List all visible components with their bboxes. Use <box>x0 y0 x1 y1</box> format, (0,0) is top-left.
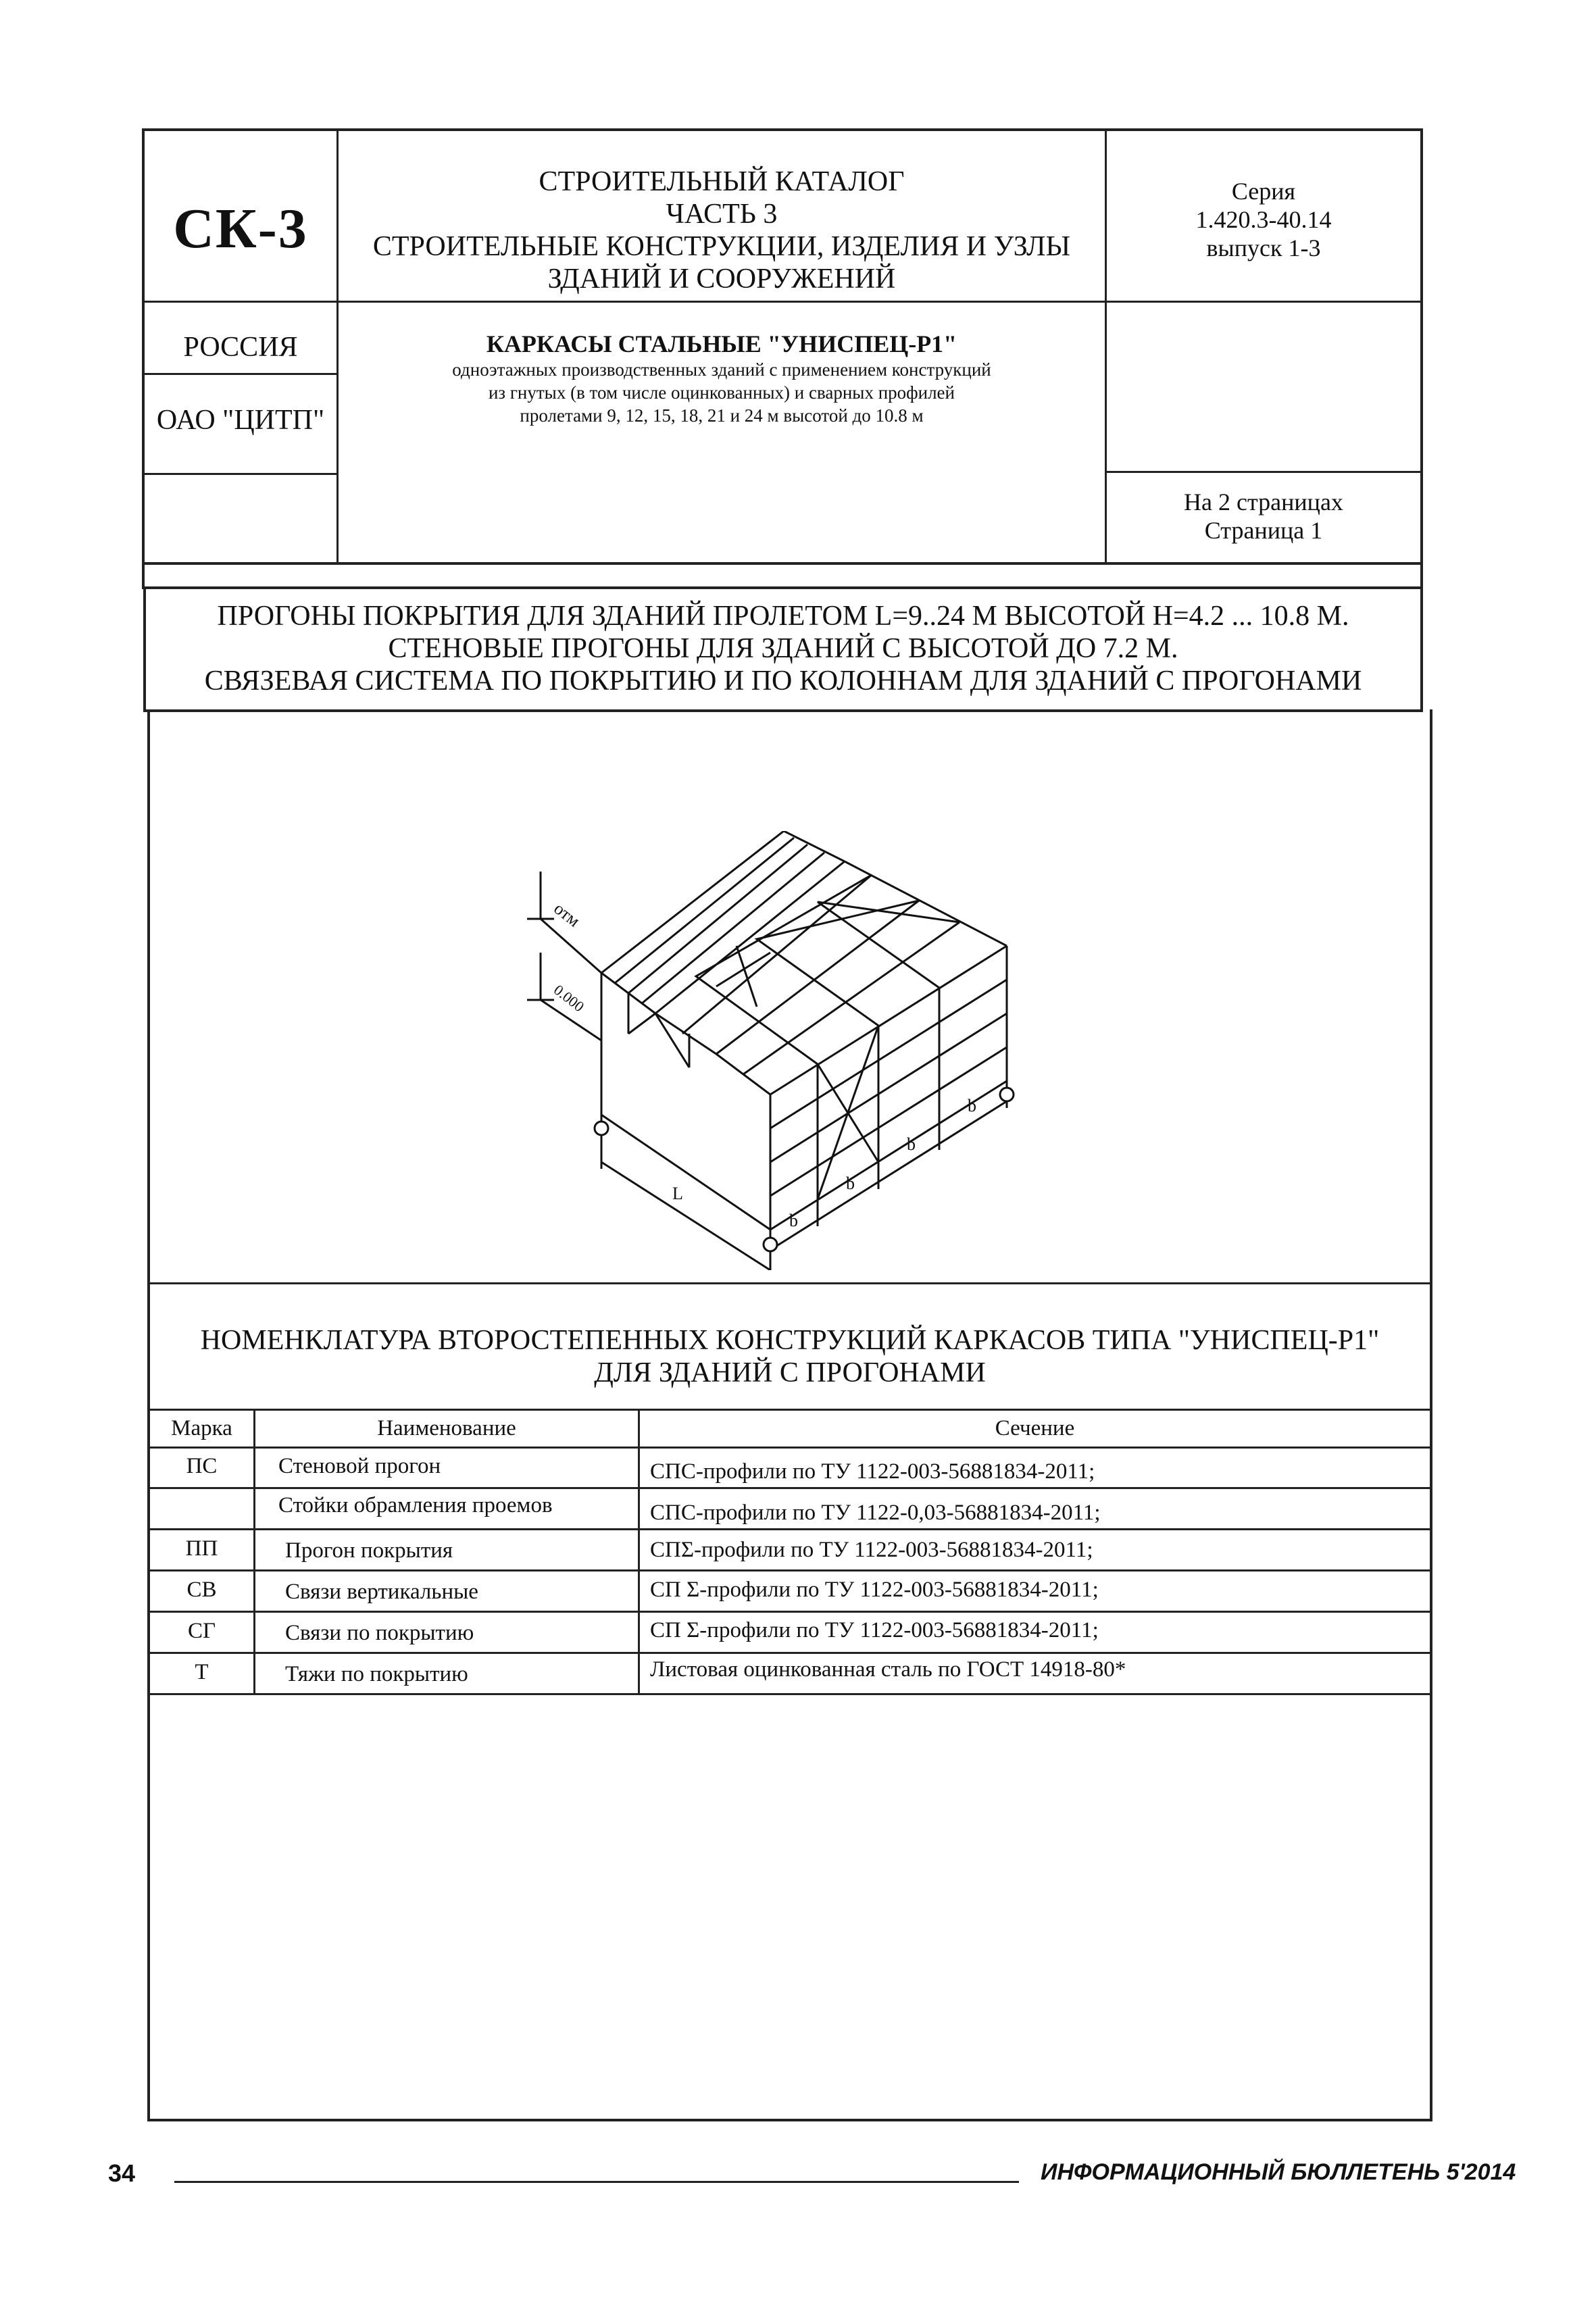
table-cell-mark: СВ <box>186 1578 217 1602</box>
axis-marker-icon <box>764 1238 777 1251</box>
frame-drawing <box>514 831 1027 1270</box>
axis-marker-icon <box>595 1122 608 1135</box>
gable-strut <box>655 1013 689 1067</box>
bulletin-name: ИНФОРМАЦИОННЫЙ БЮЛЛЕТЕНЬ 5'2014 <box>1041 2159 1516 2185</box>
table-cell-name: Связи по покрытию <box>285 1621 474 1645</box>
section-title-line: СВЯЗЕВАЯ СИСТЕМА ПО ПОКРЫТИЮ И ПО КОЛОННАМ ДЛЯ ЗДАНИЙ С ПРОГОНАМИ <box>204 665 1362 697</box>
pages-total: На 2 страницах <box>1184 488 1343 515</box>
table-cell-name: Стеновой прогон <box>278 1454 441 1478</box>
table-cell-section: СПС-профили по ТУ 1122-0,03-56881834-2011; <box>650 1501 1101 1525</box>
girt-line <box>770 1047 1007 1196</box>
far-roof-slope <box>845 861 1007 946</box>
label-span: L <box>672 1184 683 1203</box>
nomenclature-title-line: НОМЕНКЛАТУРА ВТОРОСТЕПЕННЫХ КОНСТРУКЦИЙ КАРКАСОВ ТИПА "УНИСПЕЦ-Р1" <box>200 1325 1380 1356</box>
product-desc-line: пролетами 9, 12, 15, 18, 21 и 24 м высотой до 10.8 м <box>520 405 924 426</box>
label-bay: b <box>846 1174 855 1193</box>
purlin-line <box>615 838 794 983</box>
table-cell-section: СПС-профили по ТУ 1122-003-56881834-2011; <box>650 1459 1095 1484</box>
eave-far <box>770 946 1007 1095</box>
section-title-line: ПРОГОНЫ ПОКРЫТИЯ ДЛЯ ЗДАНИЙ ПРОЛЕТОМ L=9..24 М ВЫСОТОЙ Н=4.2 ... 10.8 М. <box>217 601 1349 632</box>
catalog-title-line: СТРОИТЕЛЬНЫЙ КАТАЛОГ <box>539 166 905 197</box>
gable-strut <box>628 1013 655 1034</box>
table-cell-section: СПΣ-профили по ТУ 1122-003-56881834-2011; <box>650 1538 1093 1562</box>
catalog-title-line: ЗДАНИЙ И СООРУЖЕНИЙ <box>547 263 896 295</box>
table-header-mark: Марка <box>171 1416 232 1440</box>
table-cell-name: Тяжи по покрытию <box>285 1662 468 1686</box>
table-cell-section: Листовая оцинкованная сталь по ГОСТ 14918-80* <box>650 1657 1126 1682</box>
table-cell-section: СП Σ-профили по ТУ 1122-003-56881834-2011; <box>650 1578 1099 1602</box>
table-header-section: Сечение <box>995 1416 1075 1440</box>
eave-near <box>601 831 784 973</box>
footer-rule <box>174 2181 1019 2183</box>
label-otm: отм <box>550 898 584 931</box>
label-bay: b <box>789 1211 798 1230</box>
country: РОССИЯ <box>183 332 298 363</box>
table-cell-section: СП Σ-профили по ТУ 1122-003-56881834-2011; <box>650 1618 1099 1642</box>
ridge-line <box>655 861 845 1013</box>
section-title <box>146 600 1420 697</box>
catalog-title <box>339 166 1105 295</box>
product-desc-line: из гнутых (в том числе оцинкованных) и сварных профилей <box>488 382 955 403</box>
label-bay: b <box>968 1096 976 1115</box>
series-info <box>1107 177 1420 262</box>
purlin-line <box>743 922 959 1074</box>
series-issue: выпуск 1-3 <box>1206 234 1321 261</box>
truss-line <box>818 902 959 988</box>
series-label: Серия <box>1231 178 1296 205</box>
catalog-title-line: ЧАСТЬ 3 <box>666 199 778 230</box>
bay-dimension <box>770 1101 1007 1250</box>
truss-line <box>696 875 872 1064</box>
page-current: Страница 1 <box>1204 517 1323 544</box>
section-title-line: СТЕНОВЫЕ ПРОГОНЫ ДЛЯ ЗДАНИЙ С ВЫСОТОЙ ДО 7.2 М. <box>388 633 1178 664</box>
brace-line <box>737 946 757 1007</box>
girt-line <box>770 1013 1007 1162</box>
axis-marker-icon <box>1000 1088 1014 1101</box>
table-cell-name: Стойки обрамления проемов <box>278 1493 553 1517</box>
table-cell-mark: ПП <box>185 1536 218 1561</box>
product-title: КАРКАСЫ СТАЛЬНЫЕ "УНИСПЕЦ-Р1" <box>486 330 957 357</box>
product-block <box>339 330 1105 427</box>
nomenclature-title-line: ДЛЯ ЗДАНИЙ С ПРОГОНАМИ <box>594 1357 986 1388</box>
table-cell-mark: Т <box>195 1660 209 1684</box>
label-bay: b <box>907 1134 916 1154</box>
organization: ОАО "ЦИТП" <box>156 405 325 436</box>
table-cell-mark: СГ <box>187 1619 216 1643</box>
table-cell-name: Связи вертикальные <box>285 1580 478 1604</box>
page-count <box>1107 488 1420 545</box>
product-desc-line: одноэтажных производственных зданий с применением конструкций <box>452 359 991 380</box>
span-dimension <box>601 1162 770 1270</box>
page-number: 34 <box>108 2159 136 2187</box>
catalog-code: СК-3 <box>173 197 308 260</box>
series-number: 1.420.3-40.14 <box>1195 206 1332 233</box>
purlin-line <box>642 853 824 1003</box>
table-cell-name: Прогон покрытия <box>285 1538 453 1563</box>
table-header-name: Наименование <box>377 1416 516 1440</box>
purlin-line <box>628 845 807 993</box>
nomenclature-title <box>150 1324 1430 1389</box>
table-cell-mark: ПС <box>186 1454 218 1478</box>
label-zero: 0.000 <box>550 981 588 1015</box>
catalog-title-line: СТРОИТЕЛЬНЫЕ КОНСТРУКЦИИ, ИЗДЕЛИЯ И УЗЛЫ <box>372 231 1071 262</box>
